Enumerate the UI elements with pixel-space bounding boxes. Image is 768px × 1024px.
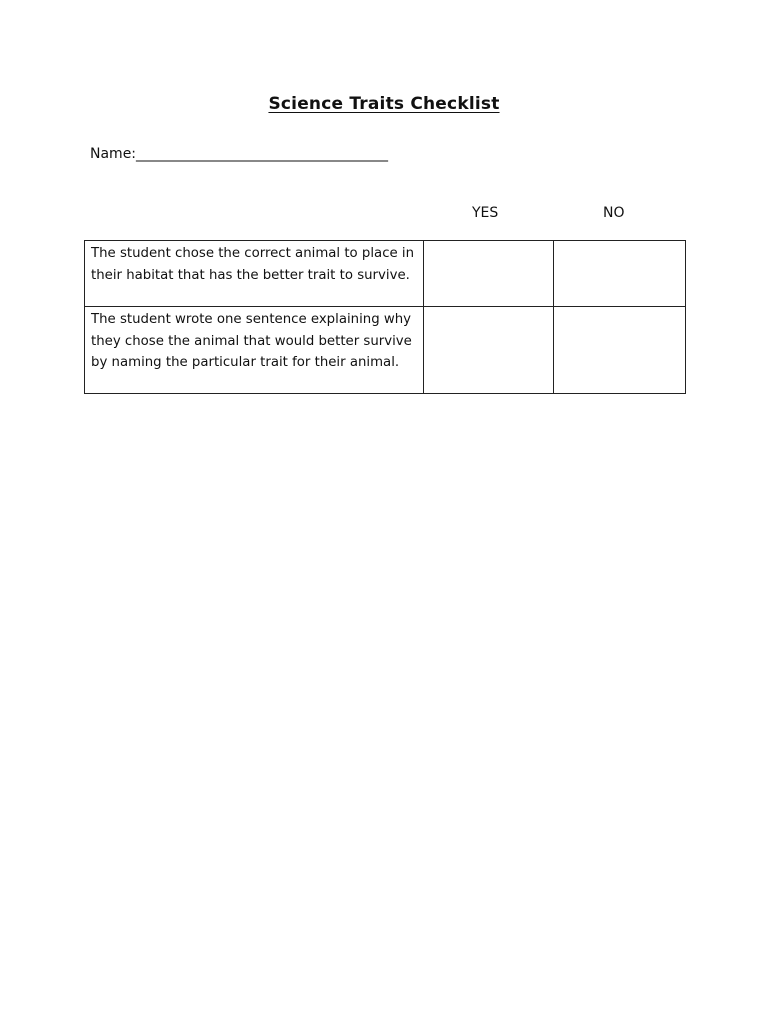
checklist-table — [84, 240, 686, 394]
page-title: Science Traits Checklist — [268, 94, 500, 114]
name-label: Name: — [90, 146, 137, 162]
criterion-cell: The student chose the correct animal to place in their habitat that has the better trait to survive. — [85, 241, 424, 307]
name-field — [90, 146, 388, 162]
no-column-header: NO — [603, 205, 625, 221]
table-row — [85, 307, 686, 394]
yes-checkbox-cell — [424, 241, 554, 307]
yes-checkbox-cell — [424, 307, 554, 394]
criterion-cell: The student wrote one sentence explaining why they chose the animal that would better survive by naming the particular trait for their animal. — [85, 307, 424, 394]
no-checkbox-cell — [554, 241, 686, 307]
no-checkbox-cell — [554, 307, 686, 394]
name-blank-line: ____________________________________ — [136, 146, 389, 162]
table-row — [85, 241, 686, 307]
yes-column-header: YES — [472, 205, 499, 221]
